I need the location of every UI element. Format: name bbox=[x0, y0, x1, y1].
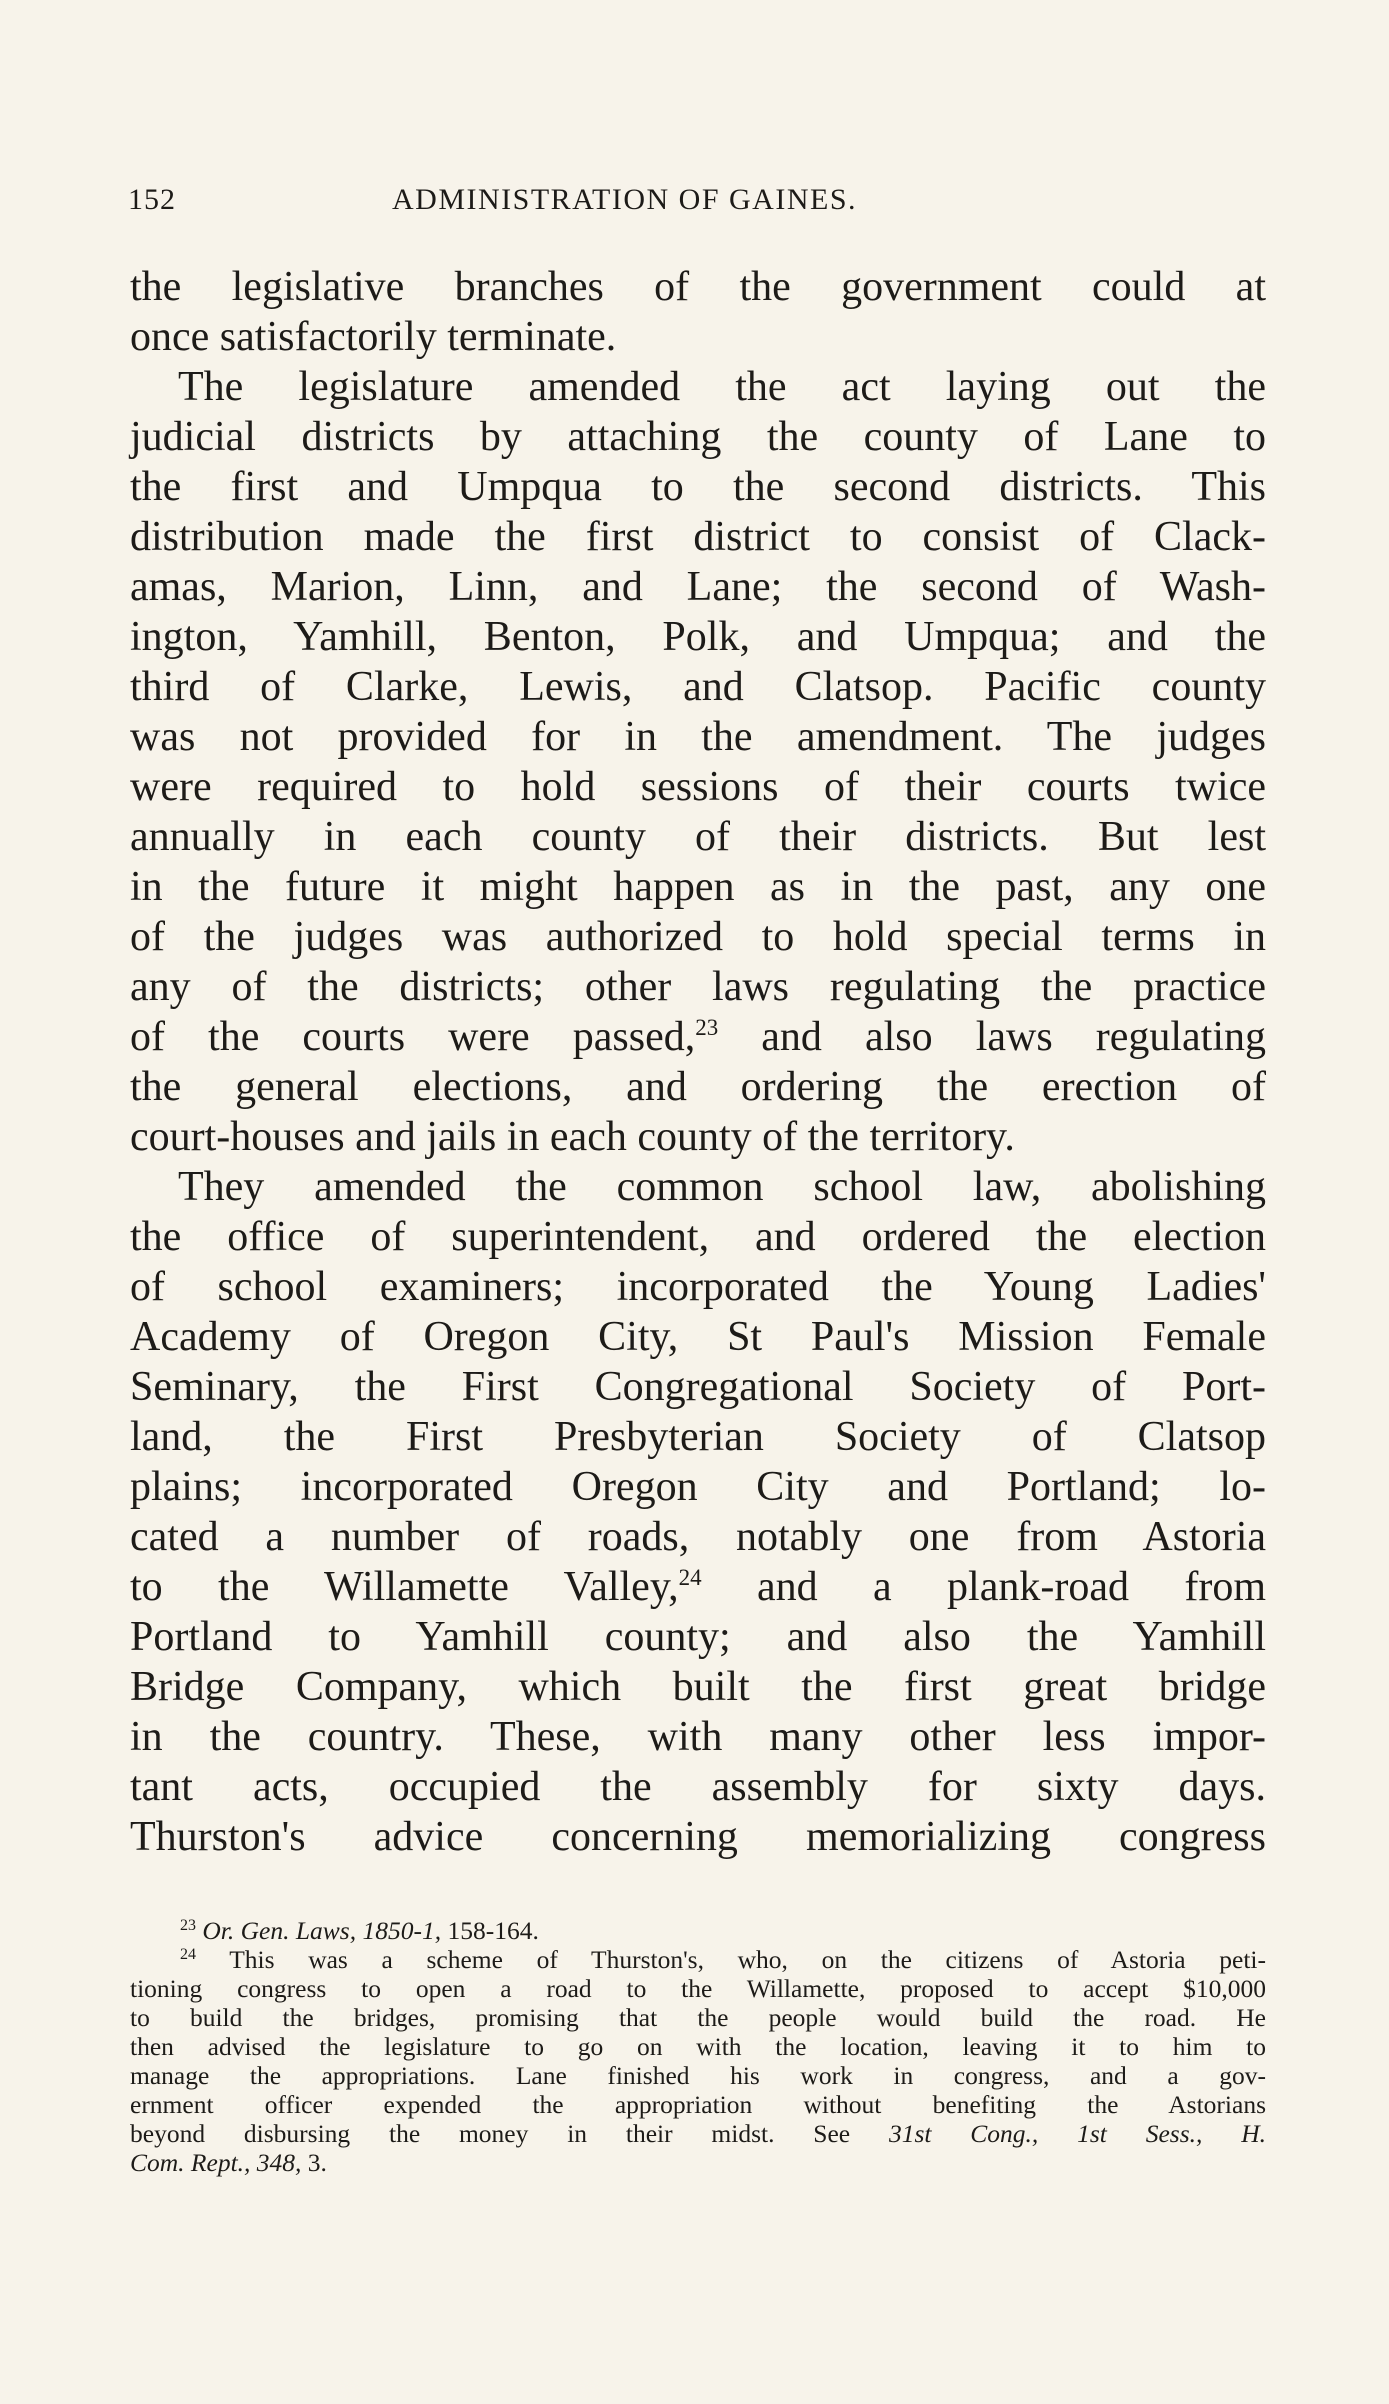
footnote-citation: 31st Cong., 1st Sess., H. bbox=[888, 2119, 1266, 2148]
text-line: in the country. These, with many other less impor- bbox=[130, 1714, 1266, 1760]
footnote-line bbox=[130, 2148, 1266, 2177]
text-line: once satisfactorily terminate. bbox=[130, 314, 617, 360]
footnote-ref-24[interactable]: 24 bbox=[678, 1565, 702, 1590]
footnote-24 bbox=[130, 1945, 1266, 1974]
page-number: 152 bbox=[128, 183, 176, 216]
text-line: Academy of Oregon City, St Paul's Mission Female bbox=[130, 1314, 1266, 1360]
footnote-marker: 23 bbox=[180, 1917, 196, 1934]
text-line: Portland to Yamhill county; and also the Yamhill bbox=[130, 1614, 1266, 1660]
text-line: the legislative branches of the government could at bbox=[130, 264, 1266, 310]
footnote-23 bbox=[130, 1916, 1266, 1945]
text-line: Thurston's advice concerning memorializing congress bbox=[130, 1814, 1266, 1860]
text-line bbox=[130, 1562, 1266, 1612]
text-line: Seminary, the First Congregational Society of Port- bbox=[130, 1364, 1266, 1410]
text-line: were required to hold sessions of their courts twice bbox=[130, 764, 1266, 810]
footnote-line: tioning congress to open a road to the Willamette, proposed to accept $10,000 bbox=[130, 1974, 1266, 2003]
text-line bbox=[130, 1012, 1266, 1062]
footnote-text: This was a scheme of Thurston's, who, on the citizens of Astoria peti- bbox=[229, 1945, 1267, 1974]
text-line: Bridge Company, which built the first great bridge bbox=[130, 1664, 1266, 1710]
footnote-marker: 24 bbox=[180, 1946, 196, 1963]
text-line: ington, Yamhill, Benton, Polk, and Umpqua; and the bbox=[130, 614, 1266, 660]
body-text bbox=[130, 262, 1266, 1862]
text-line: the office of superintendent, and ordered the election bbox=[130, 1214, 1266, 1260]
footnote-line bbox=[130, 2119, 1266, 2148]
footnote-line: then advised the legislature to go on with the location, leaving it to him to bbox=[130, 2032, 1266, 2061]
text-fragment: of the courts were passed, bbox=[130, 1014, 696, 1060]
text-line: plains; incorporated Oregon City and Portland; lo- bbox=[130, 1464, 1266, 1510]
footnote-ref-23[interactable]: 23 bbox=[695, 1015, 719, 1040]
text-fragment: and a plank-road from bbox=[701, 1564, 1266, 1610]
text-line: of school examiners; incorporated the Young Ladies' bbox=[130, 1264, 1266, 1310]
footnotes bbox=[130, 1916, 1266, 2177]
text-line: third of Clarke, Lewis, and Clatsop. Pacific county bbox=[130, 664, 1266, 710]
text-line: court-houses and jails in each county of the territory. bbox=[130, 1114, 1015, 1160]
text-line: amas, Marion, Linn, and Lane; the second of Wash- bbox=[130, 564, 1266, 610]
text-line: The legislature amended the act laying out the bbox=[178, 364, 1266, 410]
footnote-pages: 158-164. bbox=[441, 1916, 539, 1945]
footnote-text: 3. bbox=[301, 2148, 327, 2177]
text-line: distribution made the first district to consist of Clack- bbox=[130, 514, 1266, 560]
footnote-text: beyond disbursing the money in their midst. See bbox=[130, 2119, 851, 2148]
text-line: was not provided for in the amendment. The judges bbox=[130, 714, 1266, 760]
footnote-citation: Or. Gen. Laws, 1850-1, bbox=[202, 1916, 442, 1945]
text-line: land, the First Presbyterian Society of Clatsop bbox=[130, 1414, 1266, 1460]
text-line: in the future it might happen as in the past, any one bbox=[130, 864, 1266, 910]
footnote-citation: Com. Rept., 348, bbox=[130, 2148, 302, 2177]
text-fragment: to the Willamette Valley, bbox=[130, 1564, 679, 1610]
text-line: the first and Umpqua to the second districts. This bbox=[130, 464, 1266, 510]
running-title: ADMINISTRATION OF GAINES. bbox=[392, 183, 857, 216]
text-fragment: and also laws regulating bbox=[718, 1014, 1267, 1060]
text-line: They amended the common school law, abolishing bbox=[178, 1164, 1266, 1210]
text-line: annually in each county of their districts. But lest bbox=[130, 814, 1266, 860]
text-line: of the judges was authorized to hold special terms in bbox=[130, 914, 1266, 960]
text-line: judicial districts by attaching the county of Lane to bbox=[130, 414, 1266, 460]
text-line: tant acts, occupied the assembly for sixty days. bbox=[130, 1764, 1266, 1810]
text-line: the general elections, and ordering the erection of bbox=[130, 1064, 1266, 1110]
text-line: any of the districts; other laws regulating the practice bbox=[130, 964, 1266, 1010]
footnote-line: to build the bridges, promising that the people would build the road. He bbox=[130, 2003, 1266, 2032]
footnote-line: ernment officer expended the appropriation without benefiting the Astorians bbox=[130, 2090, 1266, 2119]
footnote-line: manage the appropriations. Lane finished his work in congress, and a gov- bbox=[130, 2061, 1266, 2090]
text-line: cated a number of roads, notably one from Astoria bbox=[130, 1514, 1266, 1560]
